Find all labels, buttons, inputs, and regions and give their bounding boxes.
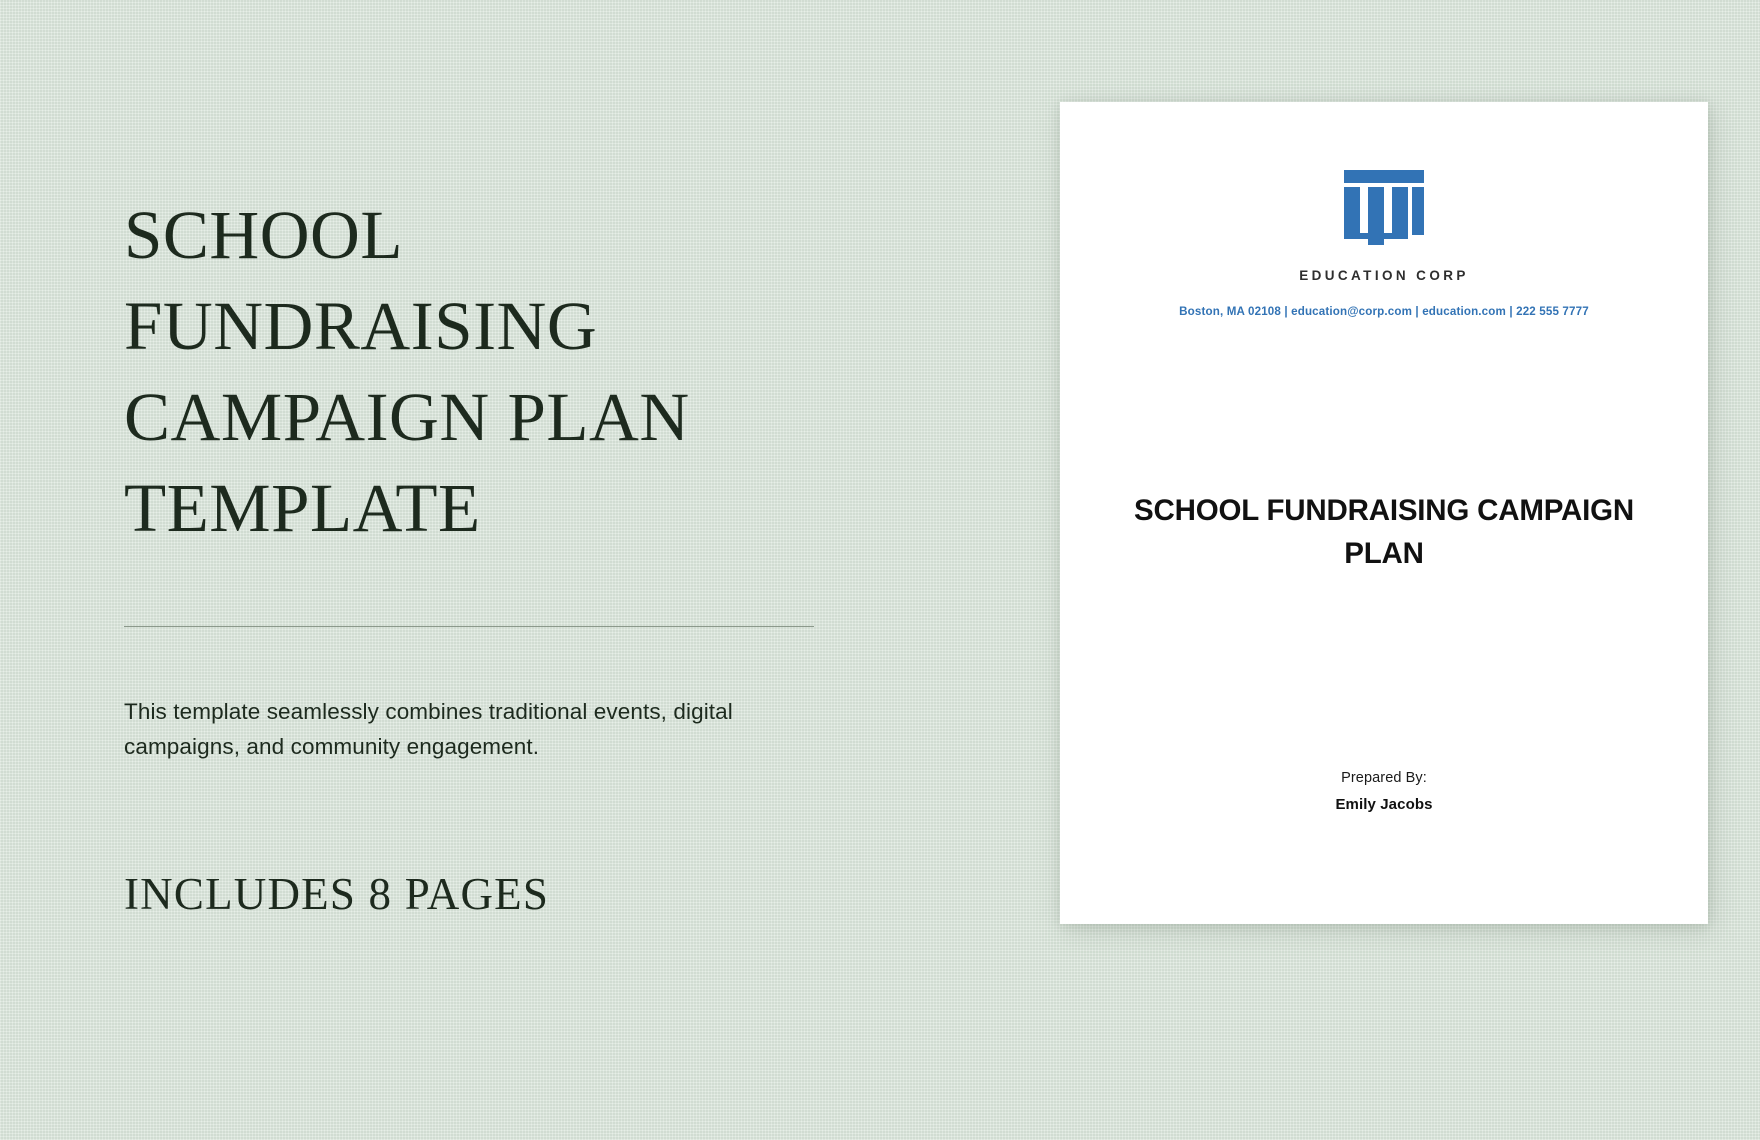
document-title: SCHOOL FUNDRAISING CAMPAIGN PLAN — [1134, 494, 1634, 570]
document-preview[interactable] — [1060, 102, 1708, 924]
document-header — [1060, 102, 1708, 318]
prepared-by-label: Prepared By: — [1341, 770, 1427, 786]
page-count-note: INCLUDES 8 PAGES — [124, 869, 550, 919]
company-name: EDUCATION CORP — [1299, 268, 1469, 283]
promo-description: This template seamlessly combines traditional events, digital campaigns, and community engagement. — [124, 699, 733, 760]
contact-info: Boston, MA 02108 | education@corp.com | education.com | 222 555 7777 — [1179, 305, 1589, 318]
promo-panel — [124, 190, 824, 919]
divider — [124, 626, 814, 627]
pillar-building-icon — [1338, 170, 1430, 252]
prepared-by-block — [1060, 770, 1708, 813]
prepared-by-name: Emily Jacobs — [1335, 796, 1433, 813]
page-title: SCHOOL FUNDRAISING CAMPAIGN PLAN TEMPLATE — [124, 197, 690, 547]
